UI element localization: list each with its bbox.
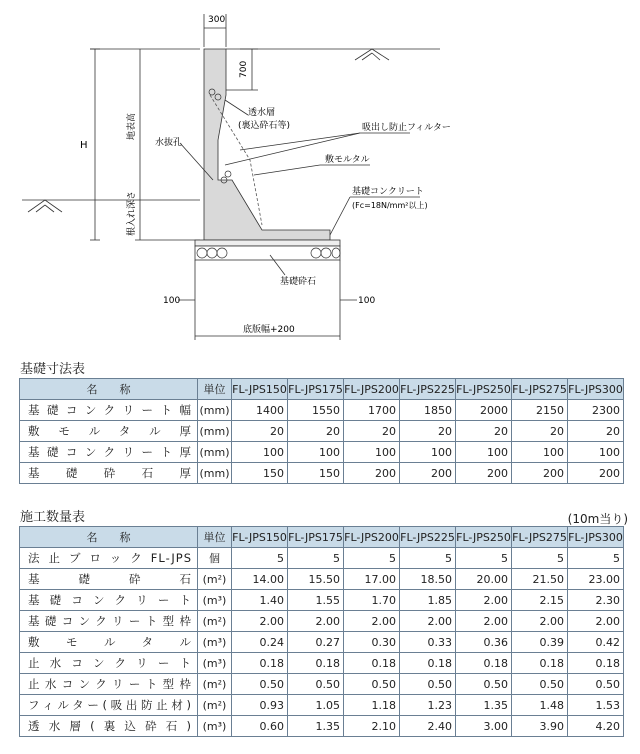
row-value: 200 bbox=[400, 463, 456, 484]
row-value: 100 bbox=[232, 442, 288, 463]
row-value: 20.00 bbox=[456, 569, 512, 590]
header-name: 名 称 bbox=[20, 527, 198, 548]
row-value: 0.50 bbox=[568, 674, 624, 695]
row-name: 透水層(裏込砕石) bbox=[20, 716, 198, 737]
row-value: 15.50 bbox=[288, 569, 344, 590]
table1-title: 基礎寸法表 bbox=[20, 362, 86, 377]
row-value: 0.18 bbox=[288, 653, 344, 674]
row-value: 100 bbox=[344, 442, 400, 463]
row-value: 0.18 bbox=[232, 653, 288, 674]
row-unit: (mm) bbox=[198, 400, 232, 421]
row-value: 20 bbox=[568, 421, 624, 442]
row-name: 基礎コンクリート型枠 bbox=[20, 611, 198, 632]
foundation-dimension-table bbox=[19, 378, 624, 484]
row-unit: (m³) bbox=[198, 653, 232, 674]
construction-quantity-table bbox=[19, 526, 624, 737]
row-value: 1.40 bbox=[232, 590, 288, 611]
row-value: 14.00 bbox=[232, 569, 288, 590]
row-unit: (m³) bbox=[198, 716, 232, 737]
table-row bbox=[20, 653, 624, 674]
row-value: 2300 bbox=[568, 400, 624, 421]
row-unit: (m²) bbox=[198, 674, 232, 695]
row-value: 2.00 bbox=[232, 611, 288, 632]
row-value: 1700 bbox=[344, 400, 400, 421]
row-value: 21.50 bbox=[512, 569, 568, 590]
row-value: 1.05 bbox=[288, 695, 344, 716]
row-value: 0.50 bbox=[344, 674, 400, 695]
row-value: 3.90 bbox=[512, 716, 568, 737]
header-model: FL-JPS300 bbox=[568, 379, 624, 400]
header-model: FL-JPS200 bbox=[344, 379, 400, 400]
label-weep-hole: 水抜孔 bbox=[155, 138, 183, 148]
row-unit: (m²) bbox=[198, 611, 232, 632]
row-value: 200 bbox=[456, 463, 512, 484]
row-name: 基礎砕石 bbox=[20, 569, 198, 590]
row-value: 20 bbox=[344, 421, 400, 442]
row-value: 1.35 bbox=[456, 695, 512, 716]
header-model: FL-JPS175 bbox=[288, 379, 344, 400]
row-name: 基礎コンクリート bbox=[20, 590, 198, 611]
row-value: 5 bbox=[400, 548, 456, 569]
label-drain-layer: 透水層 bbox=[248, 108, 276, 118]
row-value: 0.24 bbox=[232, 632, 288, 653]
table-row bbox=[20, 421, 624, 442]
row-value: 0.27 bbox=[288, 632, 344, 653]
row-unit: (m³) bbox=[198, 590, 232, 611]
row-value: 100 bbox=[288, 442, 344, 463]
header-model: FL-JPS275 bbox=[512, 527, 568, 548]
label-fc: (Fc=18N/mm²以上) bbox=[352, 201, 428, 210]
row-value: 5 bbox=[456, 548, 512, 569]
row-name: 法止ブロックFL-JPS bbox=[20, 548, 198, 569]
row-value: 2.00 bbox=[512, 611, 568, 632]
row-value: 0.36 bbox=[456, 632, 512, 653]
label-ground-height: 地表高 bbox=[127, 112, 137, 140]
table-header-row bbox=[20, 379, 624, 400]
row-value: 1400 bbox=[232, 400, 288, 421]
table-row bbox=[20, 611, 624, 632]
cross-section-drawing bbox=[0, 0, 640, 345]
row-value: 150 bbox=[288, 463, 344, 484]
row-value: 5 bbox=[288, 548, 344, 569]
row-value: 100 bbox=[512, 442, 568, 463]
table-row bbox=[20, 569, 624, 590]
row-value: 0.18 bbox=[344, 653, 400, 674]
label-base-width: 底版幅+200 bbox=[243, 325, 295, 335]
row-value: 2.00 bbox=[288, 611, 344, 632]
row-value: 20 bbox=[512, 421, 568, 442]
row-value: 0.18 bbox=[456, 653, 512, 674]
label-embed-depth: 根入れ深さ bbox=[127, 190, 137, 236]
row-value: 2.30 bbox=[568, 590, 624, 611]
row-value: 2000 bbox=[456, 400, 512, 421]
row-value: 0.50 bbox=[512, 674, 568, 695]
row-value: 5 bbox=[568, 548, 624, 569]
label-foundation-concrete: 基礎コンクリート bbox=[352, 187, 424, 197]
row-value: 5 bbox=[232, 548, 288, 569]
row-value: 0.18 bbox=[400, 653, 456, 674]
row-value: 2.40 bbox=[400, 716, 456, 737]
row-name: 敷モルタル厚 bbox=[20, 421, 198, 442]
row-value: 1.53 bbox=[568, 695, 624, 716]
label-mortar: 敷モルタル bbox=[325, 155, 370, 165]
row-value: 150 bbox=[232, 463, 288, 484]
table-row bbox=[20, 400, 624, 421]
row-value: 2.00 bbox=[344, 611, 400, 632]
label-drain-layer-sub: (裏込砕石等) bbox=[238, 121, 291, 131]
header-model: FL-JPS300 bbox=[568, 527, 624, 548]
header-model: FL-JPS250 bbox=[456, 527, 512, 548]
row-value: 1850 bbox=[400, 400, 456, 421]
row-unit: 個 bbox=[198, 548, 232, 569]
header-model: FL-JPS175 bbox=[288, 527, 344, 548]
table-row bbox=[20, 442, 624, 463]
row-value: 5 bbox=[344, 548, 400, 569]
row-name: フィルター(吸出防止材) bbox=[20, 695, 198, 716]
label-crushed-stone: 基礎砕石 bbox=[280, 277, 317, 287]
row-value: 0.18 bbox=[512, 653, 568, 674]
row-value: 200 bbox=[568, 463, 624, 484]
row-value: 2.00 bbox=[568, 611, 624, 632]
row-value: 5 bbox=[512, 548, 568, 569]
header-model: FL-JPS150 bbox=[232, 527, 288, 548]
row-value: 2.00 bbox=[400, 611, 456, 632]
row-value: 17.00 bbox=[344, 569, 400, 590]
row-value: 0.50 bbox=[400, 674, 456, 695]
dim-700: 700 bbox=[239, 60, 249, 78]
row-value: 0.42 bbox=[568, 632, 624, 653]
row-value: 23.00 bbox=[568, 569, 624, 590]
row-value: 0.50 bbox=[456, 674, 512, 695]
row-value: 1.55 bbox=[288, 590, 344, 611]
header-model: FL-JPS200 bbox=[344, 527, 400, 548]
header-unit: 単位 bbox=[198, 527, 232, 548]
table-row bbox=[20, 674, 624, 695]
row-value: 4.20 bbox=[568, 716, 624, 737]
row-unit: (mm) bbox=[198, 442, 232, 463]
table-row bbox=[20, 695, 624, 716]
row-value: 100 bbox=[568, 442, 624, 463]
row-unit: (m²) bbox=[198, 695, 232, 716]
row-value: 1.85 bbox=[400, 590, 456, 611]
row-value: 2.00 bbox=[456, 611, 512, 632]
row-value: 0.60 bbox=[232, 716, 288, 737]
row-unit: (m³) bbox=[198, 632, 232, 653]
row-value: 200 bbox=[344, 463, 400, 484]
row-name: 敷モルタル bbox=[20, 632, 198, 653]
row-value: 0.30 bbox=[344, 632, 400, 653]
row-value: 200 bbox=[512, 463, 568, 484]
row-value: 100 bbox=[456, 442, 512, 463]
dim-top-300: 300 bbox=[208, 15, 226, 25]
table-row bbox=[20, 632, 624, 653]
row-value: 0.50 bbox=[288, 674, 344, 695]
row-name: 止水コンクリート bbox=[20, 653, 198, 674]
row-unit: (m²) bbox=[198, 569, 232, 590]
row-value: 0.39 bbox=[512, 632, 568, 653]
row-value: 0.93 bbox=[232, 695, 288, 716]
table-row bbox=[20, 590, 624, 611]
header-model: FL-JPS150 bbox=[232, 379, 288, 400]
row-value: 0.33 bbox=[400, 632, 456, 653]
label-h: H bbox=[80, 140, 88, 151]
row-value: 1.18 bbox=[344, 695, 400, 716]
row-value: 1.70 bbox=[344, 590, 400, 611]
header-model: FL-JPS225 bbox=[400, 379, 456, 400]
row-value: 20 bbox=[400, 421, 456, 442]
row-value: 2.10 bbox=[344, 716, 400, 737]
table2-unit-note: (10m当り) bbox=[567, 512, 628, 526]
row-value: 1.35 bbox=[288, 716, 344, 737]
row-name: 基礎コンクリート幅 bbox=[20, 400, 198, 421]
row-value: 2150 bbox=[512, 400, 568, 421]
row-value: 0.50 bbox=[232, 674, 288, 695]
row-value: 20 bbox=[456, 421, 512, 442]
row-value: 1550 bbox=[288, 400, 344, 421]
row-value: 3.00 bbox=[456, 716, 512, 737]
header-model: FL-JPS250 bbox=[456, 379, 512, 400]
row-unit: (mm) bbox=[198, 421, 232, 442]
table-row bbox=[20, 463, 624, 484]
header-unit: 単位 bbox=[198, 379, 232, 400]
row-value: 100 bbox=[400, 442, 456, 463]
row-unit: (mm) bbox=[198, 463, 232, 484]
row-value: 2.00 bbox=[456, 590, 512, 611]
header-model: FL-JPS275 bbox=[512, 379, 568, 400]
header-model: FL-JPS225 bbox=[400, 527, 456, 548]
row-value: 1.23 bbox=[400, 695, 456, 716]
table-row bbox=[20, 548, 624, 569]
row-name: 基礎コンクリート厚 bbox=[20, 442, 198, 463]
table-header-row bbox=[20, 527, 624, 548]
header-name: 名 称 bbox=[20, 379, 198, 400]
row-value: 0.18 bbox=[568, 653, 624, 674]
row-value: 18.50 bbox=[400, 569, 456, 590]
row-name: 基礎砕石厚 bbox=[20, 463, 198, 484]
table-row bbox=[20, 716, 624, 737]
label-filter: 吸出し防止フィルター bbox=[362, 123, 451, 133]
row-value: 1.48 bbox=[512, 695, 568, 716]
row-value: 2.15 bbox=[512, 590, 568, 611]
row-value: 20 bbox=[232, 421, 288, 442]
dim-right-100: 100 bbox=[358, 296, 376, 306]
row-name: 止水コンクリート型枠 bbox=[20, 674, 198, 695]
dim-left-100: 100 bbox=[163, 296, 181, 306]
row-value: 20 bbox=[288, 421, 344, 442]
table2-title: 施工数量表 bbox=[20, 510, 86, 525]
